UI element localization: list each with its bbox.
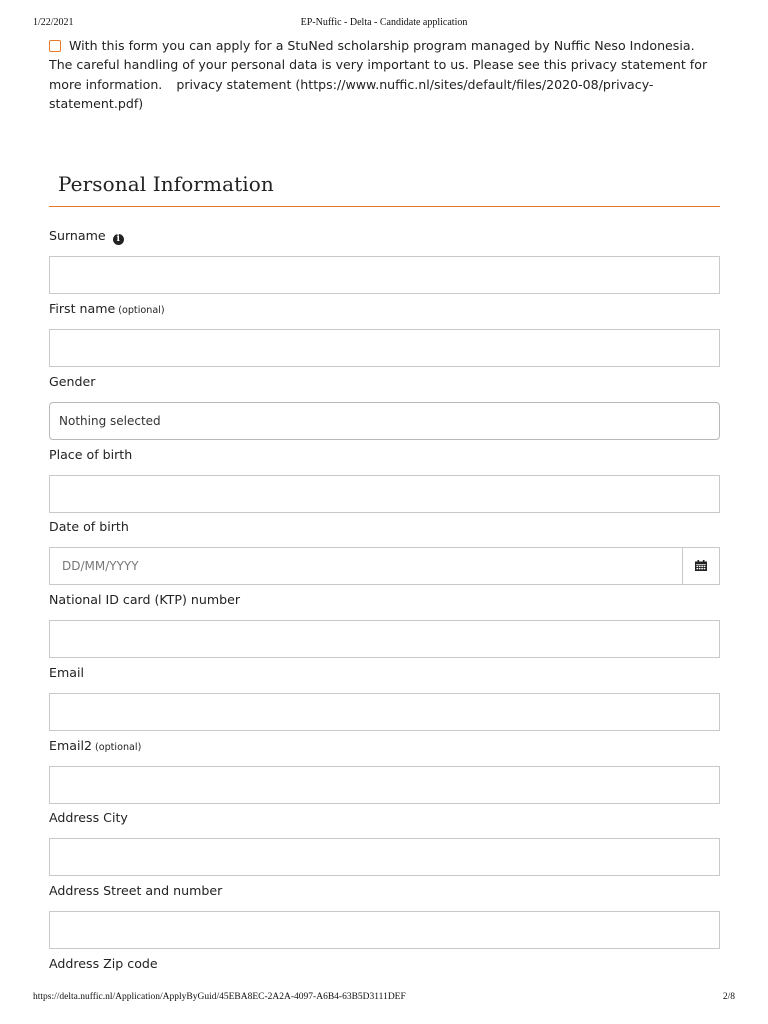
date-of-birth-placeholder: DD/MM/YYYY <box>62 559 139 573</box>
email2-field <box>49 737 720 755</box>
info-circle-icon[interactable]: i <box>113 234 124 245</box>
print-date: 1/22/2021 <box>33 17 74 28</box>
optional-tag: (optional) <box>118 305 165 316</box>
date-of-birth-input[interactable] <box>49 547 720 585</box>
section-title: Personal Information <box>58 172 274 196</box>
email-label: Email <box>49 665 84 680</box>
email-field <box>49 664 720 682</box>
email-input[interactable] <box>49 693 720 731</box>
first-name-field <box>49 300 720 318</box>
print-page-title: EP-Nuffic - Delta - Candidate application <box>300 17 468 28</box>
first-name-label <box>49 300 720 318</box>
consent-block <box>49 36 721 113</box>
print-footer <box>33 992 735 1006</box>
consent-text: With this form you can apply for a StuNed scholarship program managed by Nuffic Neso Indonesia. The careful handling of your personal data is very important to us. Please see this privacy statement for more information. <box>49 38 708 92</box>
date-picker-button[interactable] <box>682 548 719 584</box>
gender-label: Gender <box>49 374 96 389</box>
address-city-field <box>49 809 720 827</box>
surname-label-text: Surname <box>49 228 106 243</box>
email2-label <box>49 737 720 755</box>
gender-select[interactable] <box>49 402 720 440</box>
surname-label <box>49 227 720 245</box>
place-of-birth-field <box>49 446 720 464</box>
section-divider <box>49 206 720 207</box>
gender-field <box>49 373 720 428</box>
address-city-label: Address City <box>49 810 128 825</box>
print-header <box>33 17 735 31</box>
print-url: https://delta.nuffic.nl/Application/ApplyByGuid/45EBA8EC-2A2A-4097-A6B4-63B5D3111DEF <box>33 992 406 1002</box>
address-city-input[interactable] <box>49 838 720 876</box>
national-id-label: National ID card (KTP) number <box>49 592 241 607</box>
date-of-birth-field <box>49 518 720 573</box>
address-zip-label: Address Zip code <box>49 956 158 971</box>
place-of-birth-label: Place of birth <box>49 447 133 462</box>
privacy-statement-link[interactable]: privacy statement (https://www.nuffic.nl/sites/default/files/2020-08/privacy-statement.pdf) <box>49 76 654 111</box>
surname-input[interactable] <box>49 256 720 294</box>
gender-selected-value: Nothing selected <box>59 414 161 428</box>
first-name-label-text: First name <box>49 301 116 316</box>
address-zip-field <box>49 955 720 973</box>
email2-label-text: Email2 <box>49 738 92 753</box>
optional-tag: (optional) <box>94 742 142 753</box>
place-of-birth-input[interactable] <box>49 475 720 513</box>
consent-checkbox[interactable] <box>49 40 61 52</box>
address-street-input[interactable] <box>49 911 720 949</box>
national-id-field <box>49 591 720 609</box>
first-name-input[interactable] <box>49 329 720 367</box>
date-of-birth-label: Date of birth <box>49 519 129 534</box>
surname-field <box>49 227 720 245</box>
email2-input[interactable] <box>49 766 720 804</box>
calendar-icon <box>695 560 707 571</box>
address-street-label: Address Street and number <box>49 883 223 898</box>
page-number: 2/8 <box>722 992 735 1002</box>
address-street-field <box>49 882 720 900</box>
national-id-input[interactable] <box>49 620 720 658</box>
